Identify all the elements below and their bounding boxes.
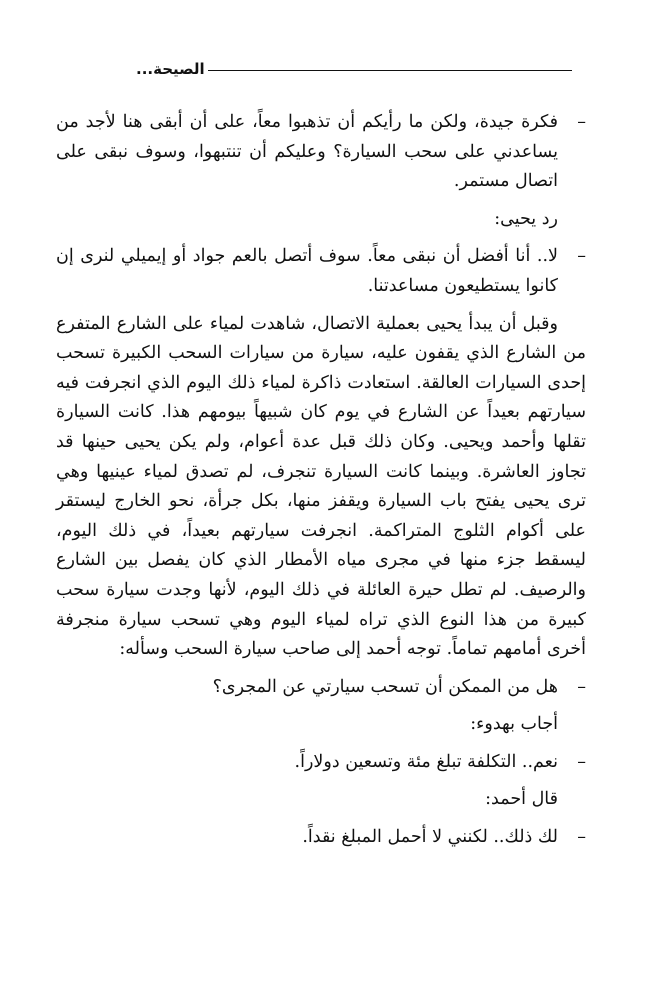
speaker-label: رد يحيى: [494,208,558,229]
body-text [56,108,586,861]
header-title: الصيحة... [136,60,205,78]
dialogue-line: – هل من الممكن أن تسحب سيارتي عن المجرى؟ [56,673,586,703]
speaker-label: قال أحمد: [485,789,558,810]
speaker-label: أجاب بهدوء: [470,714,558,735]
dialogue-line: – لا.. أنا أفضل أن نبقى معاً. سوف أتصل بالعم جواد أو إيميلي لنرى إن كانوا يستطيعون مساعدتنا. [56,242,586,301]
dialogue-line: – لك ذلك.. لكنني لا أحمل المبلغ نقداً. [56,823,586,853]
running-header [136,54,572,84]
dialogue-line: – نعم.. التكلفة تبلغ مئة وتسعين دولاراً. [56,748,586,778]
header-rule [208,70,572,71]
dialogue-line: – فكرة جيدة، ولكن ما رأيكم أن تذهبوا معاً، على أن أبقى هنا لأجد من يساعدني على سحب السيارة؟ وعليكم أن تنتبهوا، وسوف نبقى على اتصال مستمر. [56,108,586,197]
narrative-paragraph: وقبل أن يبدأ يحيى بعملية الاتصال، شاهدت لمياء على الشارع المتفرع من الشارع الذي يقفون عليه، سيارة من سيارات السحب الكبيرة تسحب إحدى السيارات العالقة. استعادت ذاكرة لمياء ذلك اليوم الذي انجرفت فيه سيارتهم بعيداً عن الشارع في يوم كان شبيهاً بيومهم هذا. كانت السيارة تقلها وأحمد ويحيى. وكان ذلك قبل عدة أعوام، ولم يكن يحيى حينها قد تجاوز العاشرة. وبينما كانت السيارة تنجرف، لم تصدق لمياء عينيها وهي ترى يحيى يفتح باب السيارة ويقفز منها، بكل جرأة، نحو الخارج ليستقر على أكوام الثلوج المتراكمة. انجرفت سيارتهم بعيداً، في ذلك اليوم، ليسقط جزء منها في مجرى مياه الأمطار الذي كان يفصل بين الشارع والرصيف. لم تطل حيرة العائلة في ذلك اليوم، لأنها وجدت سيارة سحب كبيرة من هذا النوع الذي تراه لمياء اليوم وهي تسحب سيارة منجرفة أخرى أمامهم تماماً. توجه أحمد إلى صاحب سيارة السحب وسأله: [56,313,586,660]
